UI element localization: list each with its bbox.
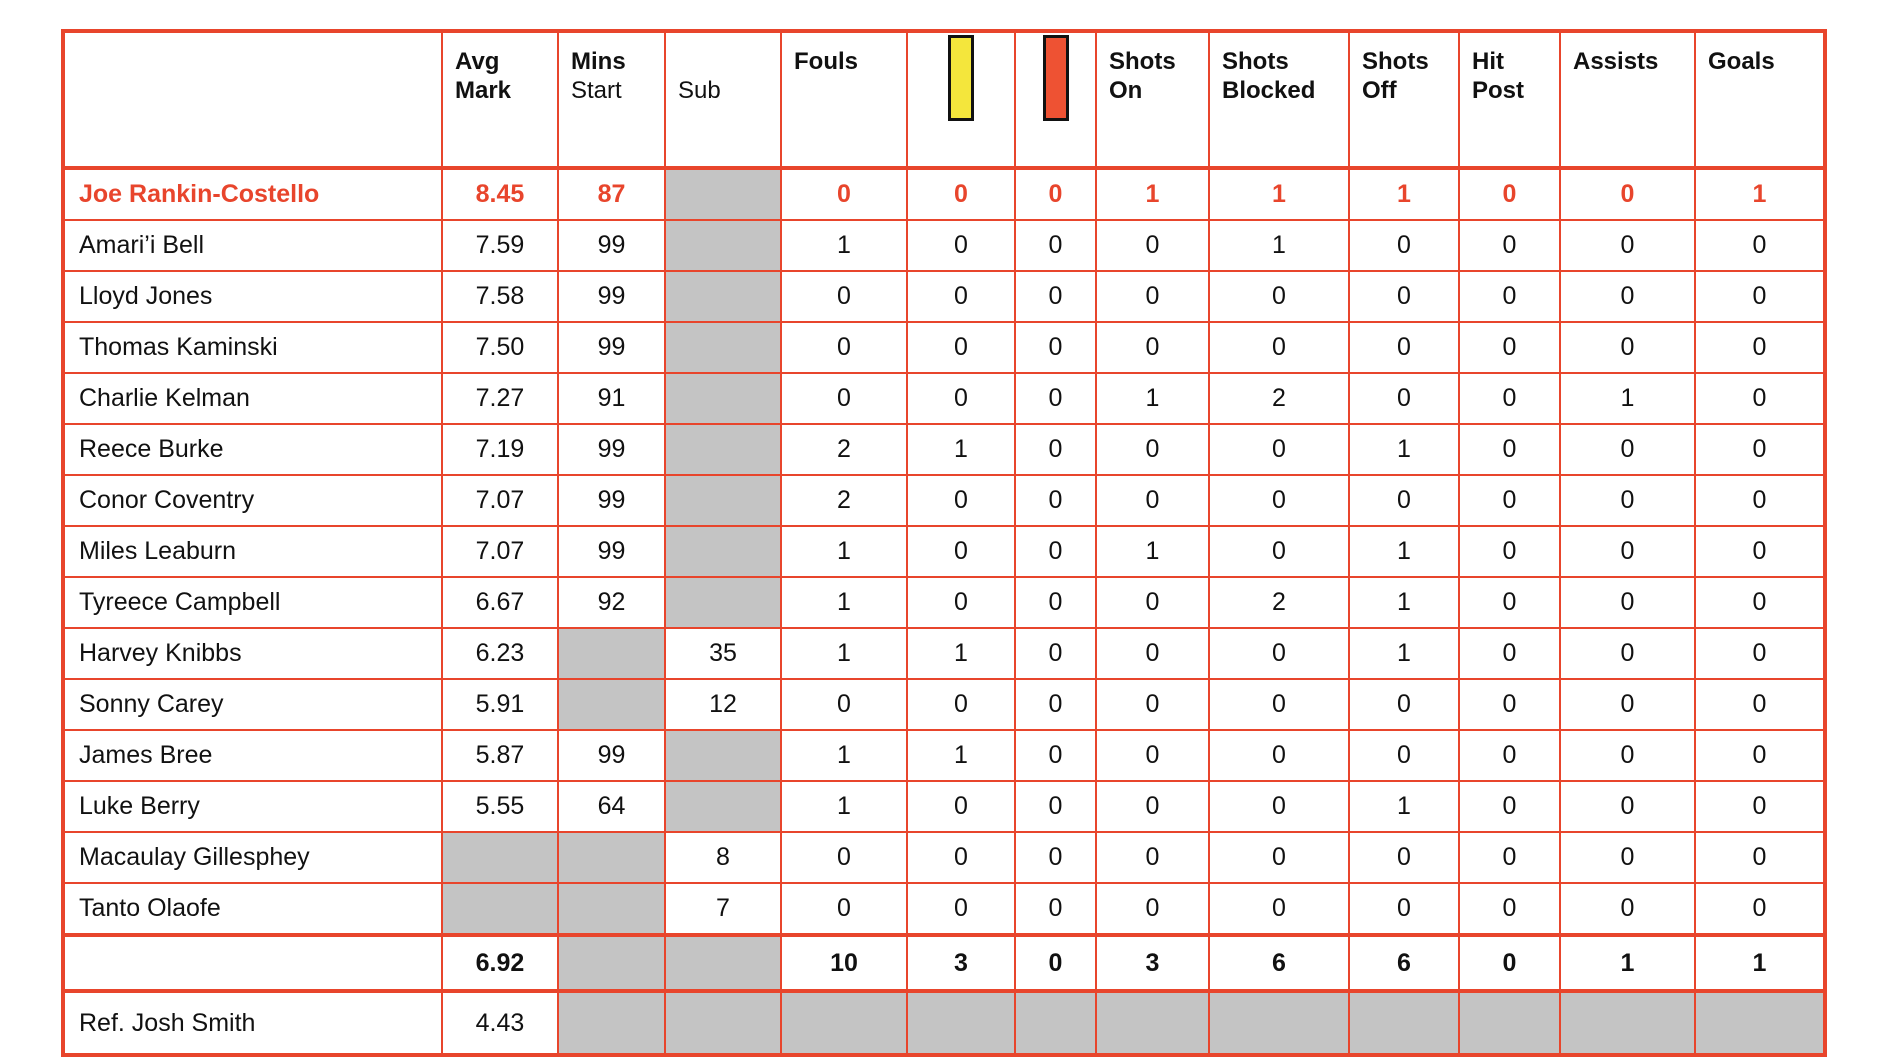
yellow-cards: 0 bbox=[907, 475, 1015, 526]
referee-blank-fouls bbox=[781, 991, 907, 1055]
sub-mins: 12 bbox=[665, 679, 781, 730]
header-shots-on-line2: On bbox=[1109, 77, 1143, 104]
avg-mark: 6.23 bbox=[442, 628, 558, 679]
table-row bbox=[63, 577, 1825, 628]
yellow-cards: 0 bbox=[907, 168, 1015, 220]
red-cards: 0 bbox=[1015, 373, 1096, 424]
sub-mins bbox=[665, 577, 781, 628]
header-shots-blocked-line2: Blocked bbox=[1222, 77, 1316, 104]
red-cards: 0 bbox=[1015, 832, 1096, 883]
yellow-cards: 0 bbox=[907, 526, 1015, 577]
referee-name: Ref. Josh Smith bbox=[63, 991, 442, 1055]
total-hit-post: 0 bbox=[1459, 935, 1560, 991]
shots-off: 0 bbox=[1349, 679, 1459, 730]
assists: 0 bbox=[1560, 832, 1695, 883]
referee-blank-hit-post bbox=[1459, 991, 1560, 1055]
shots-off: 0 bbox=[1349, 271, 1459, 322]
red-cards: 0 bbox=[1015, 577, 1096, 628]
hit-post: 0 bbox=[1459, 526, 1560, 577]
table-row bbox=[63, 424, 1825, 475]
referee-blank-yellow-cards bbox=[907, 991, 1015, 1055]
goals: 0 bbox=[1695, 730, 1825, 781]
fouls: 1 bbox=[781, 577, 907, 628]
shots-blocked: 0 bbox=[1209, 679, 1349, 730]
hit-post: 0 bbox=[1459, 271, 1560, 322]
header-yellow-card bbox=[907, 31, 1015, 168]
avg-mark: 8.45 bbox=[442, 168, 558, 220]
mins-start: 99 bbox=[558, 271, 665, 322]
player-name: Tanto Olaofe bbox=[63, 883, 442, 935]
shots-on: 0 bbox=[1096, 679, 1209, 730]
shots-blocked: 0 bbox=[1209, 475, 1349, 526]
table-row bbox=[63, 322, 1825, 373]
sub-mins bbox=[665, 781, 781, 832]
header-goals: Goals bbox=[1695, 31, 1825, 168]
table-row bbox=[63, 271, 1825, 322]
header-mins-line1: Mins bbox=[571, 48, 626, 75]
header-red-card bbox=[1015, 31, 1096, 168]
shots-on: 0 bbox=[1096, 832, 1209, 883]
shots-blocked: 0 bbox=[1209, 730, 1349, 781]
red-cards: 0 bbox=[1015, 475, 1096, 526]
avg-mark: 7.58 bbox=[442, 271, 558, 322]
hit-post: 0 bbox=[1459, 628, 1560, 679]
player-ratings-table bbox=[61, 29, 1827, 1057]
fouls: 0 bbox=[781, 832, 907, 883]
shots-blocked: 1 bbox=[1209, 168, 1349, 220]
shots-blocked: 0 bbox=[1209, 424, 1349, 475]
sub-mins bbox=[665, 373, 781, 424]
shots-on: 1 bbox=[1096, 526, 1209, 577]
table-row bbox=[63, 475, 1825, 526]
assists: 0 bbox=[1560, 577, 1695, 628]
sub-mins bbox=[665, 424, 781, 475]
player-name: Luke Berry bbox=[63, 781, 442, 832]
player-ratings-sheet bbox=[61, 29, 1827, 1057]
shots-blocked: 0 bbox=[1209, 832, 1349, 883]
sub-mins bbox=[665, 526, 781, 577]
avg-mark: 5.55 bbox=[442, 781, 558, 832]
hit-post: 0 bbox=[1459, 781, 1560, 832]
shots-off: 1 bbox=[1349, 526, 1459, 577]
fouls: 0 bbox=[781, 373, 907, 424]
red-cards: 0 bbox=[1015, 781, 1096, 832]
fouls: 1 bbox=[781, 730, 907, 781]
yellow-cards: 0 bbox=[907, 832, 1015, 883]
header-shots-blocked bbox=[1209, 31, 1349, 168]
yellow-cards: 0 bbox=[907, 271, 1015, 322]
goals: 0 bbox=[1695, 271, 1825, 322]
red-cards: 0 bbox=[1015, 322, 1096, 373]
assists: 0 bbox=[1560, 271, 1695, 322]
fouls: 0 bbox=[781, 271, 907, 322]
shots-blocked: 0 bbox=[1209, 271, 1349, 322]
red-cards: 0 bbox=[1015, 730, 1096, 781]
hit-post: 0 bbox=[1459, 168, 1560, 220]
header-mins-start bbox=[558, 31, 665, 168]
shots-off: 0 bbox=[1349, 883, 1459, 935]
yellow-cards: 0 bbox=[907, 322, 1015, 373]
total-red-cards: 0 bbox=[1015, 935, 1096, 991]
mins-start: 99 bbox=[558, 475, 665, 526]
assists: 0 bbox=[1560, 679, 1695, 730]
mins-start: 64 bbox=[558, 781, 665, 832]
goals: 0 bbox=[1695, 526, 1825, 577]
assists: 0 bbox=[1560, 322, 1695, 373]
sub-mins bbox=[665, 271, 781, 322]
table-row bbox=[63, 679, 1825, 730]
fouls: 2 bbox=[781, 475, 907, 526]
red-cards: 0 bbox=[1015, 424, 1096, 475]
goals: 0 bbox=[1695, 781, 1825, 832]
shots-on: 0 bbox=[1096, 271, 1209, 322]
shots-on: 0 bbox=[1096, 730, 1209, 781]
header-avg-mark-line1: Avg bbox=[455, 48, 500, 75]
header-shots-on bbox=[1096, 31, 1209, 168]
referee-blank-sub-mins bbox=[665, 991, 781, 1055]
shots-off: 1 bbox=[1349, 424, 1459, 475]
hit-post: 0 bbox=[1459, 577, 1560, 628]
mins-start: 99 bbox=[558, 322, 665, 373]
shots-on: 0 bbox=[1096, 781, 1209, 832]
fouls: 0 bbox=[781, 883, 907, 935]
player-name: Joe Rankin-Costello bbox=[63, 168, 442, 220]
player-name: Amari’i Bell bbox=[63, 220, 442, 271]
header-sub: Sub bbox=[665, 31, 781, 168]
shots-off: 0 bbox=[1349, 220, 1459, 271]
sub-mins bbox=[665, 168, 781, 220]
header-shots-off-line2: Off bbox=[1362, 77, 1397, 104]
goals: 0 bbox=[1695, 475, 1825, 526]
yellow-cards: 1 bbox=[907, 628, 1015, 679]
red-cards: 0 bbox=[1015, 168, 1096, 220]
sub-mins bbox=[665, 220, 781, 271]
shots-blocked: 2 bbox=[1209, 373, 1349, 424]
referee-blank-red-cards bbox=[1015, 991, 1096, 1055]
goals: 0 bbox=[1695, 220, 1825, 271]
shots-on: 1 bbox=[1096, 373, 1209, 424]
assists: 0 bbox=[1560, 526, 1695, 577]
referee-blank-assists bbox=[1560, 991, 1695, 1055]
red-cards: 0 bbox=[1015, 883, 1096, 935]
assists: 0 bbox=[1560, 883, 1695, 935]
header-avg-mark bbox=[442, 31, 558, 168]
yellow-cards: 1 bbox=[907, 424, 1015, 475]
avg-mark: 7.07 bbox=[442, 526, 558, 577]
totals-row bbox=[63, 935, 1825, 991]
red-cards: 0 bbox=[1015, 679, 1096, 730]
header-name bbox=[63, 31, 442, 168]
red-cards: 0 bbox=[1015, 271, 1096, 322]
shots-on: 1 bbox=[1096, 168, 1209, 220]
fouls: 1 bbox=[781, 526, 907, 577]
sub-mins: 35 bbox=[665, 628, 781, 679]
shots-blocked: 2 bbox=[1209, 577, 1349, 628]
mins-start: 99 bbox=[558, 424, 665, 475]
avg-mark: 7.50 bbox=[442, 322, 558, 373]
shots-off: 1 bbox=[1349, 577, 1459, 628]
player-name: Tyreece Campbell bbox=[63, 577, 442, 628]
goals: 0 bbox=[1695, 883, 1825, 935]
player-name: Reece Burke bbox=[63, 424, 442, 475]
mins-start bbox=[558, 883, 665, 935]
goals: 0 bbox=[1695, 373, 1825, 424]
mins-start: 91 bbox=[558, 373, 665, 424]
red-cards: 0 bbox=[1015, 220, 1096, 271]
total-avg-mark: 6.92 bbox=[442, 935, 558, 991]
yellow-cards: 0 bbox=[907, 781, 1015, 832]
yellow-cards: 0 bbox=[907, 577, 1015, 628]
total-goals: 1 bbox=[1695, 935, 1825, 991]
yellow-cards: 0 bbox=[907, 220, 1015, 271]
player-name: Sonny Carey bbox=[63, 679, 442, 730]
total-shots-blocked: 6 bbox=[1209, 935, 1349, 991]
shots-off: 0 bbox=[1349, 373, 1459, 424]
assists: 0 bbox=[1560, 475, 1695, 526]
avg-mark: 5.91 bbox=[442, 679, 558, 730]
assists: 0 bbox=[1560, 730, 1695, 781]
mins-start: 99 bbox=[558, 220, 665, 271]
hit-post: 0 bbox=[1459, 883, 1560, 935]
shots-blocked: 0 bbox=[1209, 322, 1349, 373]
shots-on: 0 bbox=[1096, 475, 1209, 526]
shots-blocked: 0 bbox=[1209, 628, 1349, 679]
table-row bbox=[63, 220, 1825, 271]
hit-post: 0 bbox=[1459, 730, 1560, 781]
yellow-cards: 0 bbox=[907, 373, 1015, 424]
mins-start: 87 bbox=[558, 168, 665, 220]
shots-on: 0 bbox=[1096, 577, 1209, 628]
assists: 0 bbox=[1560, 168, 1695, 220]
avg-mark: 5.87 bbox=[442, 730, 558, 781]
hit-post: 0 bbox=[1459, 424, 1560, 475]
hit-post: 0 bbox=[1459, 832, 1560, 883]
sub-mins: 7 bbox=[665, 883, 781, 935]
header-row bbox=[63, 31, 1825, 168]
hit-post: 0 bbox=[1459, 475, 1560, 526]
yellow-cards: 0 bbox=[907, 883, 1015, 935]
header-shots-on-line1: Shots bbox=[1109, 48, 1176, 75]
table-row bbox=[63, 730, 1825, 781]
referee-blank-goals bbox=[1695, 991, 1825, 1055]
hit-post: 0 bbox=[1459, 322, 1560, 373]
header-avg-mark-line2: Mark bbox=[455, 77, 512, 104]
fouls: 1 bbox=[781, 781, 907, 832]
table-row bbox=[63, 628, 1825, 679]
yellow-cards: 1 bbox=[907, 730, 1015, 781]
player-name: Conor Coventry bbox=[63, 475, 442, 526]
player-name: James Bree bbox=[63, 730, 442, 781]
mins-start: 99 bbox=[558, 526, 665, 577]
fouls: 0 bbox=[781, 168, 907, 220]
header-shots-blocked-line1: Shots bbox=[1222, 48, 1289, 75]
mins-start bbox=[558, 628, 665, 679]
sub-mins: 8 bbox=[665, 832, 781, 883]
sub-mins bbox=[665, 475, 781, 526]
shots-blocked: 1 bbox=[1209, 220, 1349, 271]
header-hit-post-line2: Post bbox=[1472, 77, 1525, 104]
goals: 0 bbox=[1695, 679, 1825, 730]
assists: 0 bbox=[1560, 628, 1695, 679]
header-hit-post-line1: Hit bbox=[1472, 48, 1504, 75]
red-card-icon bbox=[1043, 35, 1069, 121]
shots-on: 0 bbox=[1096, 424, 1209, 475]
shots-on: 0 bbox=[1096, 883, 1209, 935]
fouls: 0 bbox=[781, 322, 907, 373]
total-shots-off: 6 bbox=[1349, 935, 1459, 991]
total-sub-mins bbox=[665, 935, 781, 991]
total-shots-on: 3 bbox=[1096, 935, 1209, 991]
goals: 1 bbox=[1695, 168, 1825, 220]
referee-blank-shots-on bbox=[1096, 991, 1209, 1055]
shots-off: 0 bbox=[1349, 322, 1459, 373]
header-shots-off-line1: Shots bbox=[1362, 48, 1429, 75]
fouls: 1 bbox=[781, 220, 907, 271]
hit-post: 0 bbox=[1459, 679, 1560, 730]
goals: 0 bbox=[1695, 322, 1825, 373]
fouls: 0 bbox=[781, 679, 907, 730]
referee-avg-mark: 4.43 bbox=[442, 991, 558, 1055]
hit-post: 0 bbox=[1459, 373, 1560, 424]
total-mins-start bbox=[558, 935, 665, 991]
avg-mark: 7.19 bbox=[442, 424, 558, 475]
header-mins-line2: Start bbox=[571, 77, 622, 104]
red-cards: 0 bbox=[1015, 526, 1096, 577]
header-fouls: Fouls bbox=[781, 31, 907, 168]
shots-on: 0 bbox=[1096, 322, 1209, 373]
header-hit-post bbox=[1459, 31, 1560, 168]
shots-on: 0 bbox=[1096, 628, 1209, 679]
assists: 1 bbox=[1560, 373, 1695, 424]
assists: 0 bbox=[1560, 220, 1695, 271]
shots-blocked: 0 bbox=[1209, 526, 1349, 577]
total-yellow-cards: 3 bbox=[907, 935, 1015, 991]
table-row bbox=[63, 526, 1825, 577]
player-name: Thomas Kaminski bbox=[63, 322, 442, 373]
mins-start: 92 bbox=[558, 577, 665, 628]
mins-start bbox=[558, 832, 665, 883]
fouls: 2 bbox=[781, 424, 907, 475]
shots-off: 0 bbox=[1349, 475, 1459, 526]
referee-row bbox=[63, 991, 1825, 1055]
sub-mins bbox=[665, 730, 781, 781]
goals: 0 bbox=[1695, 577, 1825, 628]
total-fouls: 10 bbox=[781, 935, 907, 991]
shots-off: 0 bbox=[1349, 832, 1459, 883]
shots-blocked: 0 bbox=[1209, 883, 1349, 935]
yellow-card-icon bbox=[948, 35, 974, 121]
goals: 0 bbox=[1695, 424, 1825, 475]
table-row bbox=[63, 168, 1825, 220]
player-name: Lloyd Jones bbox=[63, 271, 442, 322]
avg-mark bbox=[442, 883, 558, 935]
shots-off: 1 bbox=[1349, 628, 1459, 679]
mins-start: 99 bbox=[558, 730, 665, 781]
shots-off: 1 bbox=[1349, 781, 1459, 832]
header-assists: Assists bbox=[1560, 31, 1695, 168]
referee-blank-shots-blocked bbox=[1209, 991, 1349, 1055]
player-name: Charlie Kelman bbox=[63, 373, 442, 424]
shots-off: 0 bbox=[1349, 730, 1459, 781]
mins-start bbox=[558, 679, 665, 730]
goals: 0 bbox=[1695, 832, 1825, 883]
referee-blank-mins-start bbox=[558, 991, 665, 1055]
assists: 0 bbox=[1560, 781, 1695, 832]
sub-mins bbox=[665, 322, 781, 373]
player-name: Macaulay Gillesphey bbox=[63, 832, 442, 883]
avg-mark: 7.27 bbox=[442, 373, 558, 424]
shots-on: 0 bbox=[1096, 220, 1209, 271]
table-row bbox=[63, 832, 1825, 883]
total-player-name bbox=[63, 935, 442, 991]
avg-mark bbox=[442, 832, 558, 883]
referee-blank-shots-off bbox=[1349, 991, 1459, 1055]
hit-post: 0 bbox=[1459, 220, 1560, 271]
red-cards: 0 bbox=[1015, 628, 1096, 679]
fouls: 1 bbox=[781, 628, 907, 679]
table-row bbox=[63, 373, 1825, 424]
avg-mark: 7.59 bbox=[442, 220, 558, 271]
table-row bbox=[63, 781, 1825, 832]
shots-blocked: 0 bbox=[1209, 781, 1349, 832]
player-name: Harvey Knibbs bbox=[63, 628, 442, 679]
avg-mark: 7.07 bbox=[442, 475, 558, 526]
table-row bbox=[63, 883, 1825, 935]
assists: 0 bbox=[1560, 424, 1695, 475]
player-name: Miles Leaburn bbox=[63, 526, 442, 577]
avg-mark: 6.67 bbox=[442, 577, 558, 628]
total-assists: 1 bbox=[1560, 935, 1695, 991]
yellow-cards: 0 bbox=[907, 679, 1015, 730]
goals: 0 bbox=[1695, 628, 1825, 679]
shots-off: 1 bbox=[1349, 168, 1459, 220]
header-shots-off bbox=[1349, 31, 1459, 168]
